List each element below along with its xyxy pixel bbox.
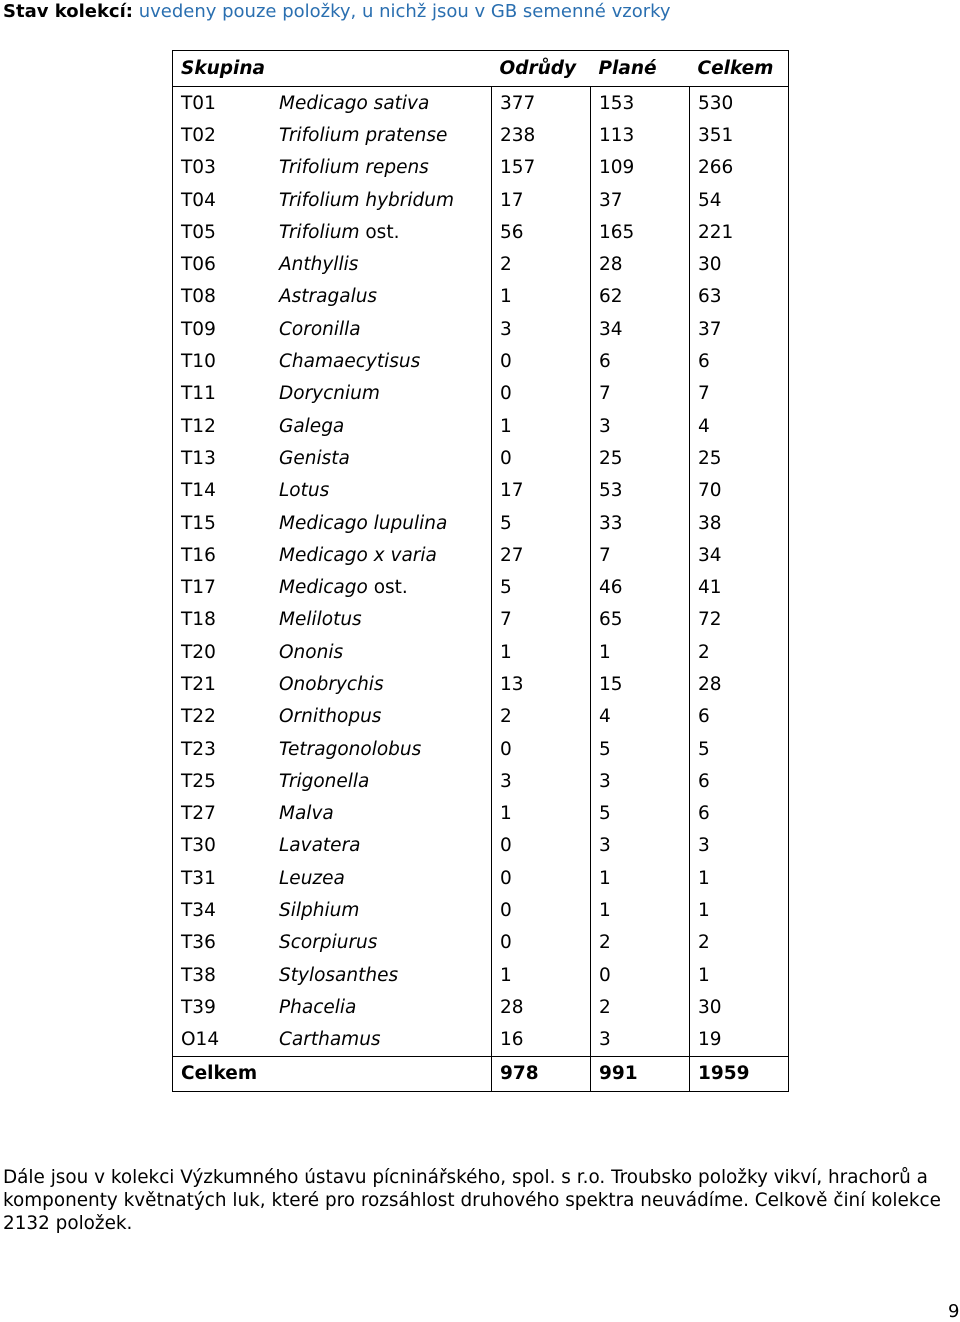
row-species <box>271 345 492 377</box>
row-odrudy: 157 <box>492 152 591 184</box>
row-plane: 6 <box>591 345 690 377</box>
species-name: Lotus <box>279 480 330 502</box>
row-celkem: 25 <box>690 442 789 474</box>
row-code: T13 <box>173 442 272 474</box>
species-name: Dorycnium <box>279 383 380 405</box>
species-name: Silphium <box>279 900 360 922</box>
row-celkem: 221 <box>690 216 789 248</box>
row-species <box>271 733 492 765</box>
table-row <box>173 991 789 1023</box>
row-odrudy: 27 <box>492 539 591 571</box>
row-code: T22 <box>173 701 272 733</box>
header-skupina: Skupina <box>173 51 272 87</box>
row-odrudy: 16 <box>492 1024 591 1057</box>
row-celkem: 30 <box>690 248 789 280</box>
row-odrudy: 28 <box>492 991 591 1023</box>
row-species <box>271 442 492 474</box>
header-plane: Plané <box>591 51 690 87</box>
total-plane: 991 <box>591 1056 690 1091</box>
row-code: T36 <box>173 927 272 959</box>
row-celkem: 530 <box>690 87 789 120</box>
species-name: Onobrychis <box>279 673 384 695</box>
species-name: Melilotus <box>279 609 362 631</box>
row-plane: 109 <box>591 152 690 184</box>
row-plane: 34 <box>591 313 690 345</box>
row-plane: 4 <box>591 701 690 733</box>
row-species <box>271 184 492 216</box>
row-plane: 46 <box>591 571 690 603</box>
row-code: T15 <box>173 507 272 539</box>
table-row <box>173 410 789 442</box>
row-plane: 2 <box>591 927 690 959</box>
row-code: T34 <box>173 894 272 926</box>
species-name: Anthyllis <box>279 254 359 276</box>
row-plane: 7 <box>591 378 690 410</box>
row-species <box>271 894 492 926</box>
row-species <box>271 862 492 894</box>
table-row <box>173 1024 789 1057</box>
table-body <box>173 87 789 1057</box>
species-name: Ornithopus <box>279 706 382 728</box>
species-name: Medicago sativa <box>279 92 430 114</box>
row-plane: 113 <box>591 119 690 151</box>
row-code: T17 <box>173 571 272 603</box>
row-species <box>271 248 492 280</box>
row-species <box>271 701 492 733</box>
row-celkem: 63 <box>690 281 789 313</box>
table-row <box>173 313 789 345</box>
row-odrudy: 2 <box>492 701 591 733</box>
row-plane: 5 <box>591 798 690 830</box>
row-celkem: 30 <box>690 991 789 1023</box>
table-row <box>173 701 789 733</box>
row-odrudy: 0 <box>492 733 591 765</box>
table-row <box>173 119 789 151</box>
row-odrudy: 0 <box>492 345 591 377</box>
table-row <box>173 604 789 636</box>
row-code: T05 <box>173 216 272 248</box>
row-plane: 3 <box>591 410 690 442</box>
row-code: T12 <box>173 410 272 442</box>
row-odrudy: 238 <box>492 119 591 151</box>
row-odrudy: 17 <box>492 475 591 507</box>
row-odrudy: 3 <box>492 765 591 797</box>
row-plane: 28 <box>591 248 690 280</box>
species-name: Carthamus <box>279 1029 381 1051</box>
row-celkem: 37 <box>690 313 789 345</box>
row-code: T23 <box>173 733 272 765</box>
species-name: Trigonella <box>279 770 370 792</box>
row-plane: 0 <box>591 959 690 991</box>
row-celkem: 351 <box>690 119 789 151</box>
row-species <box>271 571 492 603</box>
species-name: Coronilla <box>279 318 361 340</box>
row-species <box>271 507 492 539</box>
row-code: T04 <box>173 184 272 216</box>
species-name: Ononis <box>279 641 344 663</box>
page-heading <box>3 0 671 24</box>
species-name: Trifolium repens <box>279 157 429 179</box>
row-celkem: 19 <box>690 1024 789 1057</box>
row-plane: 62 <box>591 281 690 313</box>
row-plane: 33 <box>591 507 690 539</box>
row-plane: 2 <box>591 991 690 1023</box>
row-species <box>271 313 492 345</box>
table-row <box>173 345 789 377</box>
species-name: Medicago x varia <box>279 544 437 566</box>
table-row <box>173 152 789 184</box>
row-celkem: 6 <box>690 345 789 377</box>
page-number: 9 <box>948 1301 960 1322</box>
row-species <box>271 475 492 507</box>
row-celkem: 1 <box>690 959 789 991</box>
row-species <box>271 1024 492 1057</box>
row-species <box>271 604 492 636</box>
table-row <box>173 927 789 959</box>
row-code: T39 <box>173 991 272 1023</box>
table-row <box>173 765 789 797</box>
table-row <box>173 571 789 603</box>
species-name: Trifolium pratense <box>279 124 448 146</box>
total-odrudy: 978 <box>492 1056 591 1091</box>
row-species <box>271 152 492 184</box>
row-odrudy: 17 <box>492 184 591 216</box>
table-row <box>173 636 789 668</box>
row-plane: 1 <box>591 894 690 926</box>
row-celkem: 54 <box>690 184 789 216</box>
table-row <box>173 539 789 571</box>
row-species <box>271 216 492 248</box>
row-plane: 65 <box>591 604 690 636</box>
row-odrudy: 377 <box>492 87 591 120</box>
row-odrudy: 0 <box>492 862 591 894</box>
table-row <box>173 959 789 991</box>
table-row <box>173 862 789 894</box>
row-odrudy: 13 <box>492 668 591 700</box>
row-species <box>271 539 492 571</box>
header-name <box>271 51 492 87</box>
species-name: Medicago lupulina <box>279 512 448 534</box>
row-celkem: 41 <box>690 571 789 603</box>
species-name: Tetragonolobus <box>279 738 422 760</box>
table-row <box>173 184 789 216</box>
table-row <box>173 830 789 862</box>
row-celkem: 4 <box>690 410 789 442</box>
row-species <box>271 410 492 442</box>
row-code: T11 <box>173 378 272 410</box>
table-row <box>173 281 789 313</box>
row-code: T30 <box>173 830 272 862</box>
row-species <box>271 765 492 797</box>
row-species <box>271 119 492 151</box>
row-plane: 153 <box>591 87 690 120</box>
row-celkem: 6 <box>690 798 789 830</box>
species-name: Genista <box>279 447 350 469</box>
row-species <box>271 281 492 313</box>
row-celkem: 6 <box>690 765 789 797</box>
row-code: T09 <box>173 313 272 345</box>
row-code: T27 <box>173 798 272 830</box>
table-row <box>173 475 789 507</box>
row-celkem: 5 <box>690 733 789 765</box>
row-odrudy: 0 <box>492 378 591 410</box>
species-name: Trifolium hybridum <box>279 189 455 211</box>
species-suffix: ost. <box>365 221 400 243</box>
row-celkem: 2 <box>690 636 789 668</box>
row-celkem: 28 <box>690 668 789 700</box>
row-plane: 3 <box>591 765 690 797</box>
row-celkem: 1 <box>690 894 789 926</box>
row-plane: 53 <box>591 475 690 507</box>
row-code: T03 <box>173 152 272 184</box>
species-name: Stylosanthes <box>279 964 399 986</box>
species-name: Galega <box>279 415 345 437</box>
header-celkem: Celkem <box>690 51 789 87</box>
table-row <box>173 894 789 926</box>
species-name: Malva <box>279 803 334 825</box>
table-row <box>173 442 789 474</box>
row-odrudy: 0 <box>492 830 591 862</box>
table-row <box>173 248 789 280</box>
table-header-row <box>173 51 789 87</box>
row-celkem: 1 <box>690 862 789 894</box>
table-row <box>173 378 789 410</box>
species-name: Medicago <box>279 577 368 599</box>
row-species <box>271 830 492 862</box>
row-plane: 1 <box>591 636 690 668</box>
row-plane: 3 <box>591 830 690 862</box>
row-code: T20 <box>173 636 272 668</box>
species-name: Phacelia <box>279 996 357 1018</box>
total-name-empty <box>271 1056 492 1091</box>
table-row <box>173 733 789 765</box>
row-odrudy: 1 <box>492 281 591 313</box>
total-celkem: 1959 <box>690 1056 789 1091</box>
row-celkem: 34 <box>690 539 789 571</box>
row-odrudy: 1 <box>492 410 591 442</box>
row-plane: 25 <box>591 442 690 474</box>
row-code: T25 <box>173 765 272 797</box>
row-odrudy: 0 <box>492 442 591 474</box>
total-label: Celkem <box>173 1056 272 1091</box>
collection-table <box>172 50 789 1092</box>
header-odrudy: Odrůdy <box>492 51 591 87</box>
row-species <box>271 927 492 959</box>
row-celkem: 7 <box>690 378 789 410</box>
row-code: T02 <box>173 119 272 151</box>
row-celkem: 2 <box>690 927 789 959</box>
table-row <box>173 216 789 248</box>
row-code: T38 <box>173 959 272 991</box>
row-celkem: 38 <box>690 507 789 539</box>
row-odrudy: 7 <box>492 604 591 636</box>
row-plane: 15 <box>591 668 690 700</box>
table-row <box>173 507 789 539</box>
row-odrudy: 1 <box>492 798 591 830</box>
row-odrudy: 56 <box>492 216 591 248</box>
row-plane: 37 <box>591 184 690 216</box>
row-odrudy: 0 <box>492 894 591 926</box>
table-row <box>173 87 789 120</box>
row-code: T18 <box>173 604 272 636</box>
row-odrudy: 1 <box>492 636 591 668</box>
row-code: T14 <box>173 475 272 507</box>
row-plane: 3 <box>591 1024 690 1057</box>
row-code: T06 <box>173 248 272 280</box>
table-total-row <box>173 1056 789 1091</box>
row-odrudy: 0 <box>492 927 591 959</box>
species-name: Scorpiurus <box>279 932 378 954</box>
row-plane: 5 <box>591 733 690 765</box>
species-name: Astragalus <box>279 286 378 308</box>
row-plane: 165 <box>591 216 690 248</box>
species-suffix: ost. <box>373 577 408 599</box>
row-odrudy: 5 <box>492 507 591 539</box>
table-row <box>173 668 789 700</box>
table-row <box>173 798 789 830</box>
row-odrudy: 1 <box>492 959 591 991</box>
row-code: T10 <box>173 345 272 377</box>
row-species <box>271 636 492 668</box>
row-species <box>271 87 492 120</box>
species-name: Lavatera <box>279 835 361 857</box>
row-code: T21 <box>173 668 272 700</box>
row-code: T16 <box>173 539 272 571</box>
species-name: Leuzea <box>279 867 345 889</box>
row-celkem: 72 <box>690 604 789 636</box>
row-plane: 7 <box>591 539 690 571</box>
species-name: Chamaecytisus <box>279 351 421 373</box>
footnote-paragraph: Dále jsou v kolekci Výzkumného ústavu pícninářského, spol. s r.o. Troubsko položky vikví, hrachorů a komponenty květnatých luk, které pro rozsáhlost druhového spektra neuvádíme. Celkově činí kolekce 2132 položek. <box>3 1167 941 1234</box>
row-celkem: 266 <box>690 152 789 184</box>
row-celkem: 6 <box>690 701 789 733</box>
heading-description: uvedeny pouze položky, u nichž jsou v GB semenné vzorky <box>138 1 671 22</box>
row-odrudy: 5 <box>492 571 591 603</box>
row-odrudy: 3 <box>492 313 591 345</box>
row-species <box>271 378 492 410</box>
species-name: Trifolium <box>279 221 360 243</box>
row-code: T31 <box>173 862 272 894</box>
row-species <box>271 991 492 1023</box>
row-celkem: 70 <box>690 475 789 507</box>
row-celkem: 3 <box>690 830 789 862</box>
row-species <box>271 959 492 991</box>
heading-label: Stav kolekcí: <box>3 1 133 22</box>
row-species <box>271 798 492 830</box>
row-code: T01 <box>173 87 272 120</box>
row-code: T08 <box>173 281 272 313</box>
row-odrudy: 2 <box>492 248 591 280</box>
row-code: O14 <box>173 1024 272 1057</box>
row-species <box>271 668 492 700</box>
row-plane: 1 <box>591 862 690 894</box>
